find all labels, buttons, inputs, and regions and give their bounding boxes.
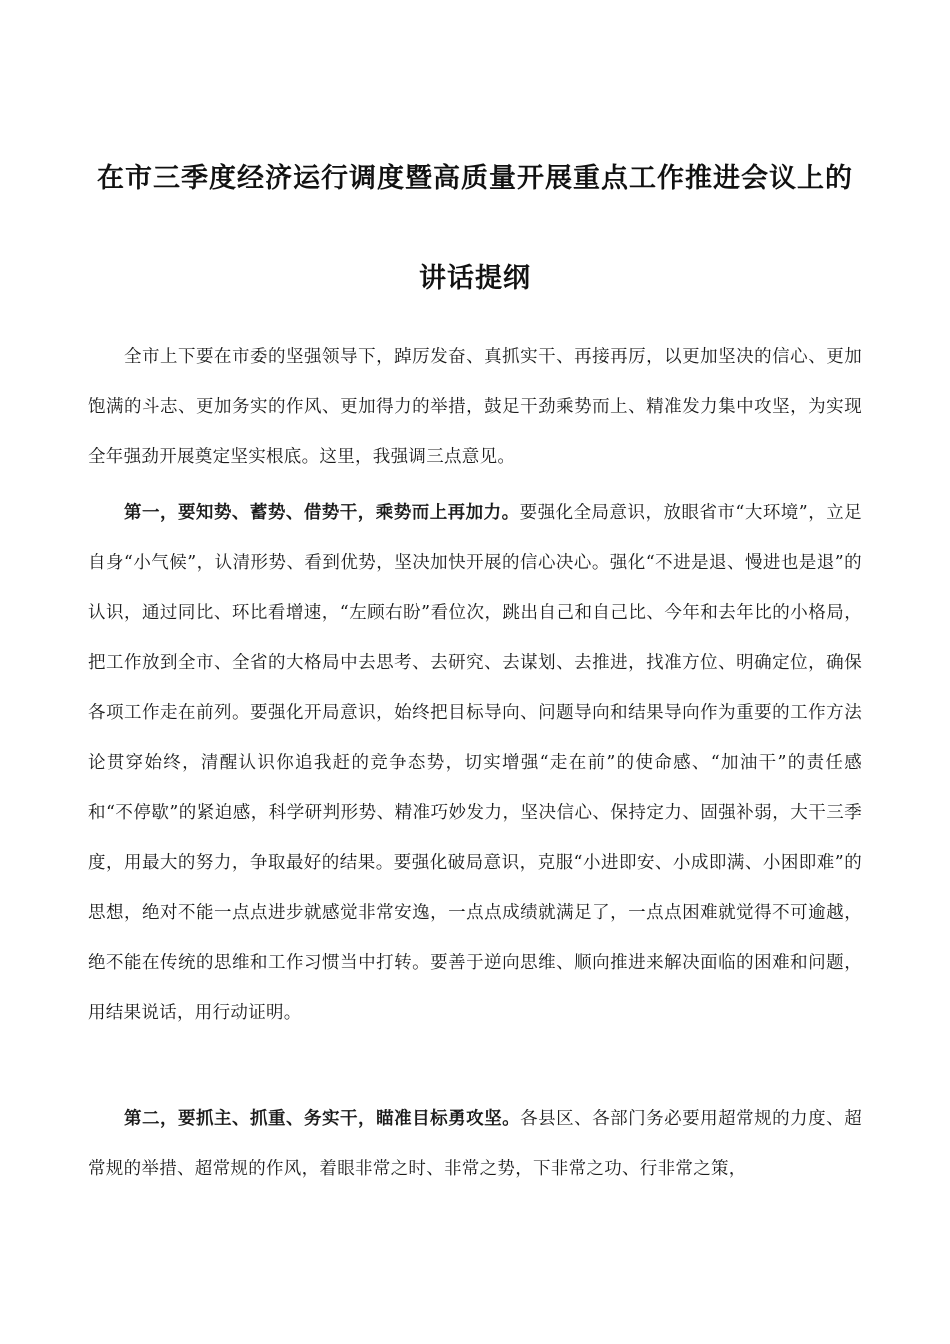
- paragraph-intro: [88, 332, 862, 482]
- paragraph-point-1: [88, 488, 862, 1038]
- paragraph-text: 要强化全局意识，放眼省市“大环境”，立足自身“小气候”，认清形势、看到优势，坚决加快开展的信心决心。强化“不进是退、慢进也是退”的认识，通过同比、环比看增速，“左顾右盼”看位次，跳出自己和自己比、今年和去年比的小格局，把工作放到全市、全省的大格局中去思考、去研究、去谋划、去推进，找准方位、明确定位，确保各项工作走在前列。要强化开局意识，始终把目标导向、问题导向和结果导向作为重要的工作方法论贯穿始终，清醒认识你追我赶的竞争态势，切实增强“走在前”的使命感、“加油干”的责任感和“不停歇”的紧迫感，科学研判形势、精准巧妙发力，坚决信心、保持定力、固强补弱，大干三季度，用最大的努力，争取最好的结果。要强化破局意识，克服“小进即安、小成即满、小困即难”的思想，绝对不能一点点进步就感觉非常安逸，一点点成绩就满足了，一点点困难就觉得不可逾越，绝不能在传统的思维和工作习惯当中打转。要善于逆向思维、顺向推进来解决面临的困难和问题，用结果说话，用行动证明。: [88, 503, 862, 1023]
- document-title-line-2: 讲话提纲: [419, 263, 531, 294]
- paragraph-point-2: [88, 1094, 862, 1194]
- paragraph-text: 全市上下要在市委的坚强领导下，踔厉发奋、真抓实干、再接再厉，以更加坚决的信心、更加饱满的斗志、更加务实的作风、更加得力的举措，鼓足干劲乘势而上、精准发力集中攻坚，为实现全年强劲开展奠定坚实根底。这里，我强调三点意见。: [88, 347, 862, 467]
- paragraph-lead: 第一，要知势、蓄势、借势干，乘势而上再加力。: [124, 503, 520, 523]
- paragraph-lead: 第二，要抓主、抓重、务实干，瞄准目标勇攻坚。: [124, 1109, 521, 1129]
- document-title-line-1: 在市三季度经济运行调度暨高质量开展重点工作推进会议上的: [97, 163, 853, 194]
- paragraph-text: 各县区、各部门务必要用超常规的力度、超常规的举措、超常规的作风，着眼非常之时、非常之势，下非常之功、行非常之策，: [88, 1109, 862, 1179]
